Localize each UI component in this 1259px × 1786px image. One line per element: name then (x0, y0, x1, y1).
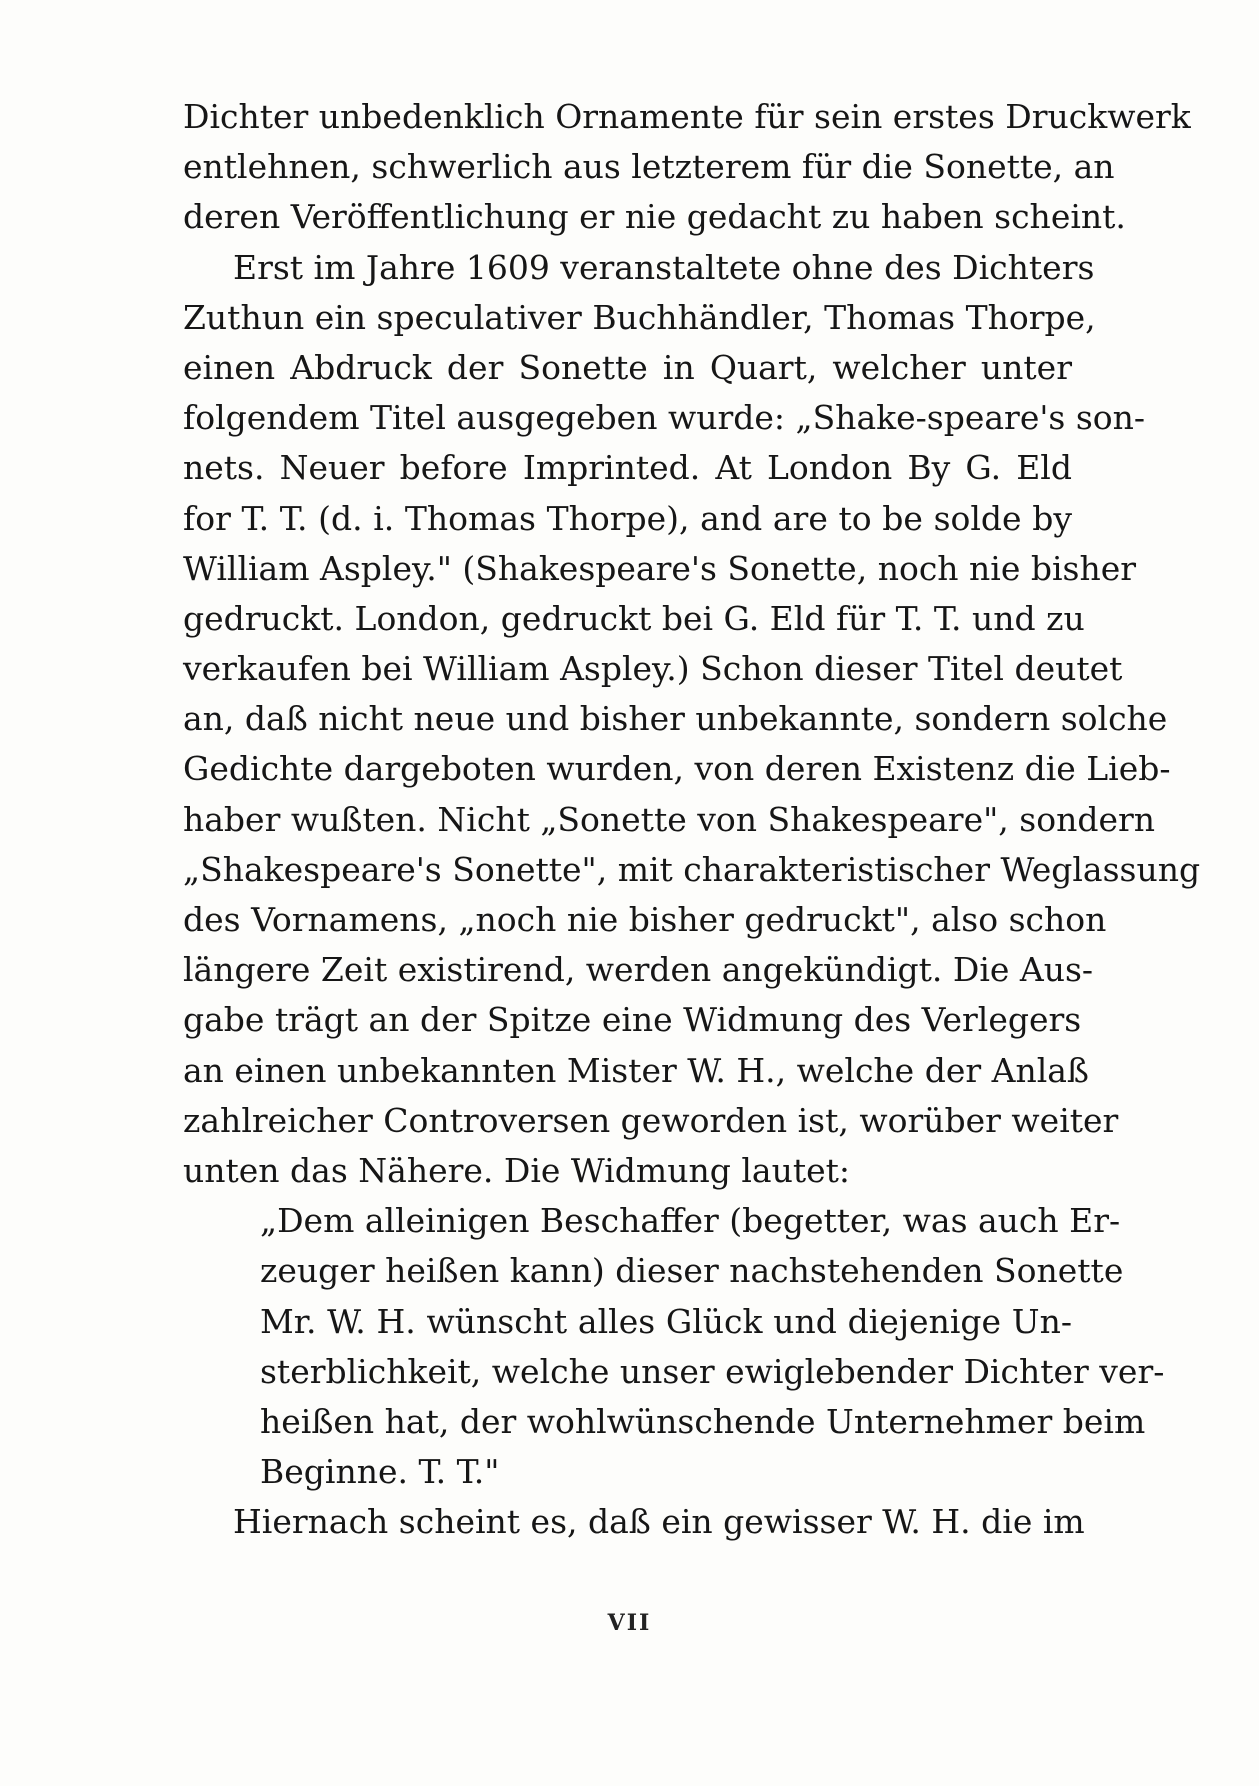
dedication-quote-line: heißen hat, der wohlwünschende Unternehmer beim (260, 1401, 1146, 1441)
paragraph-start-line: Erst im Jahre 1609 veranstaltete ohne des Dichters (233, 247, 1095, 287)
text-line: nets. Neuer before Imprinted. At London By G. Eld (183, 448, 1072, 488)
text-line: deren Veröffentlichung er nie gedacht zu haben scheint. (183, 197, 1126, 237)
text-line: for T. T. (d. i. Thomas Thorpe), and are to be solde by (183, 498, 1072, 538)
dedication-quote-line: „Dem alleinigen Beschaffer (begetter, was auch Er- (260, 1201, 1121, 1241)
text-line: Dichter unbedenklich Ornamente für sein erstes Druckwerk (183, 97, 1191, 136)
text-line: Zuthun ein speculativer Buchhändler, Thomas Thorpe, (183, 297, 1096, 337)
text-line: an, daß nicht neue und bisher unbekannte, sondern solche (183, 699, 1168, 739)
text-line: haber wußten. Nicht „Sonette von Shakespeare", sondern (183, 799, 1156, 839)
paragraph-start-line: Hiernach scheint es, daß ein gewisser W. H. die im (233, 1502, 1085, 1542)
text-line: Gedichte dargeboten wurden, von deren Existenz die Lieb- (183, 749, 1171, 789)
text-line: des Vornamens, „noch nie bisher gedruckt", also schon (183, 900, 1107, 939)
text-line: an einen unbekannten Mister W. H., welche der Anlaß (183, 1050, 1089, 1090)
text-line: längere Zeit existirend, werden angekündigt. Die Aus- (183, 950, 1094, 990)
text-line: entlehnen, schwerlich aus letzterem für die Sonette, an (183, 147, 1115, 187)
text-line: gabe trägt an der Spitze eine Widmung des Verlegers (183, 1000, 1082, 1040)
text-line: William Aspley." (Shakespeare's Sonette, noch nie bisher (183, 548, 1137, 588)
page-number: VII (607, 1610, 652, 1636)
dedication-quote-line: Beginne. T. T." (260, 1452, 500, 1492)
body-text (183, 92, 1201, 1547)
text-line: unten das Nähere. Die Widmung lautet: (183, 1150, 850, 1190)
text-line: einen Abdruck der Sonette in Quart, welcher unter (183, 347, 1072, 387)
text-line: „Shakespeare's Sonette", mit charakteristischer Weglassung (183, 849, 1201, 889)
dedication-quote-line: Mr. W. H. wünscht alles Glück und diejenige Un- (260, 1301, 1072, 1341)
dedication-quote-line: sterblichkeit, welche unser ewiglebender Dichter ver- (260, 1351, 1165, 1391)
text-line: gedruckt. London, gedruckt bei G. Eld für T. T. und zu (183, 598, 1085, 638)
text-line: zahlreicher Controversen geworden ist, worüber weiter (183, 1100, 1119, 1140)
text-line: verkaufen bei William Aspley.) Schon dieser Titel deutet (183, 649, 1123, 689)
dedication-quote-line: zeuger heißen kann) dieser nachstehenden Sonette (260, 1251, 1124, 1291)
text-line: folgendem Titel ausgegeben wurde: „Shake-speare's son- (183, 398, 1146, 438)
